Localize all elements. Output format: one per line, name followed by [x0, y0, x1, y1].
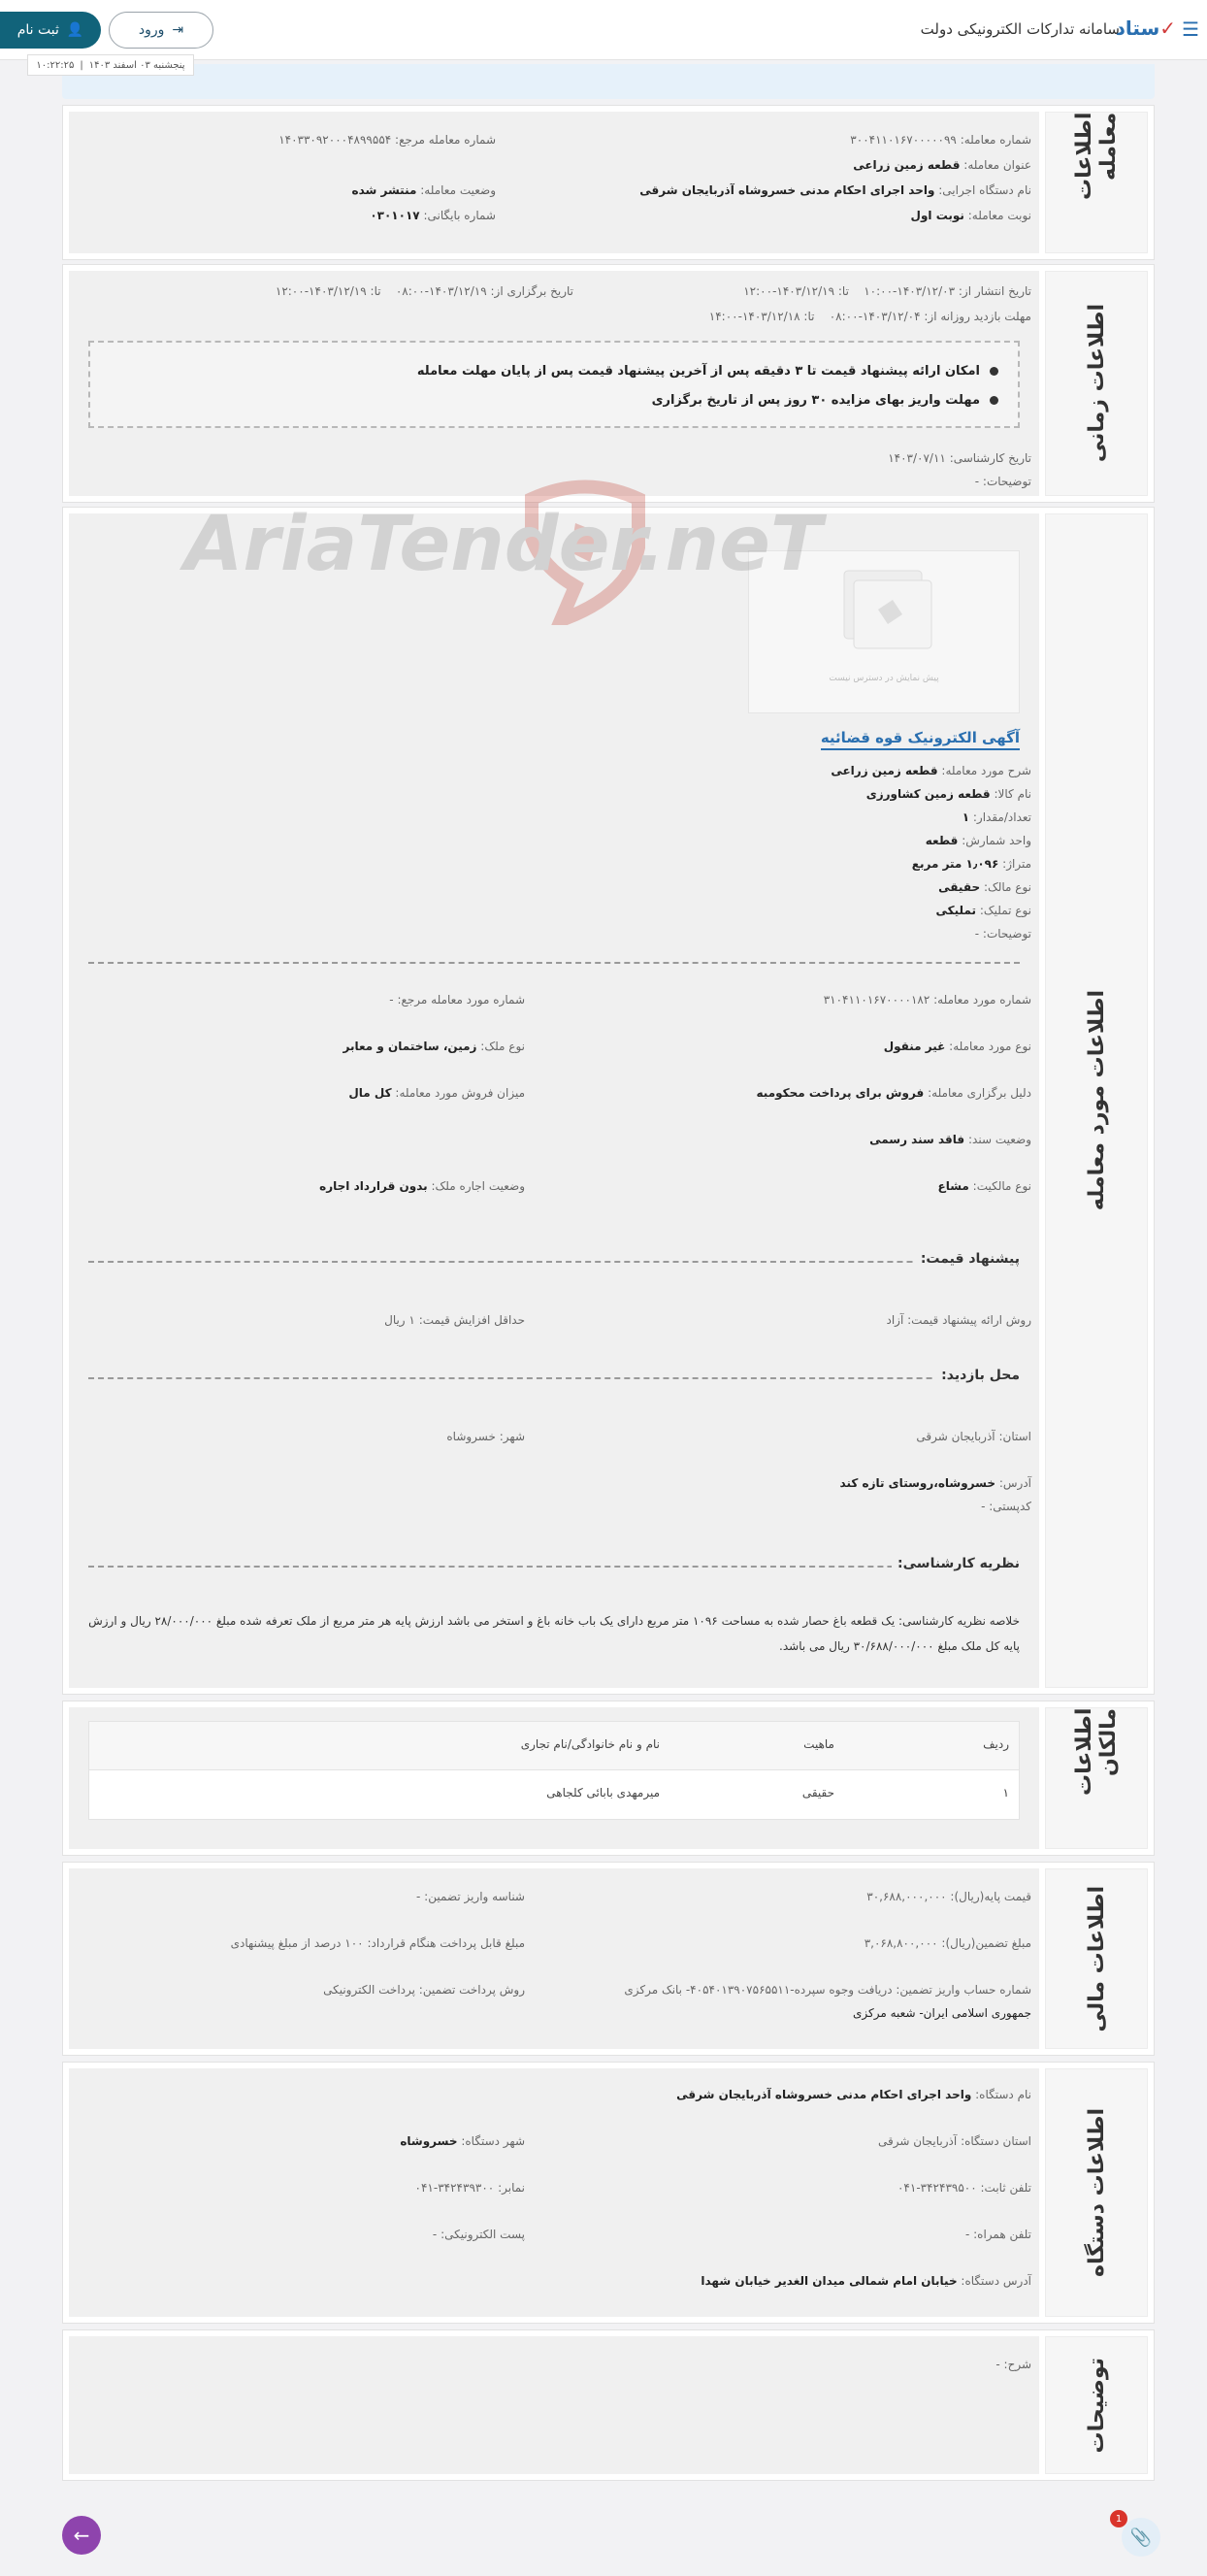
col-nature: ماهیت: [803, 1737, 834, 1751]
finance-info-section: اطلاعات مالی قیمت پایه(ریال): ۳۰,۶۸۸,۰۰۰,۰۰۰ شناسه واریز تضمین: - مبلغ تضمین(ریال): ۳,۰۶۸,۸۰۰,۰۰۰ مبلغ قابل پرداخت هنگام قرارداد: ۱۰۰ درصد از مبلغ پیشنهادی شماره حساب واریز تضمین: دریافت وجوه سپرده-۴۰۵۴۰۱۳۹۰۷۵۶۵۵۱۱- بانک مرکزی روش پرداخت تضمین: پرداخت الکترونیکی جمهوری اسلامی ایران- شعبه مرکزی: [62, 1862, 1155, 2056]
top-info-strip: [62, 64, 1155, 99]
section-title: اطلاعات مورد معامله: [1084, 990, 1109, 1211]
cell-row: ۱: [1002, 1786, 1009, 1800]
top-header: [0, 0, 1207, 60]
bullet-icon: [990, 396, 998, 405]
price-offer-heading: پیشنهاد قیمت:: [915, 1251, 1020, 1267]
current-date: پنجشنبه ۰۳ اسفند ۱۴۰۳: [88, 59, 185, 71]
expert-opinion-heading: نظریه کارشناسی:: [892, 1556, 1020, 1571]
account-branch: جمهوری اسلامی ایران- شعبه مرکزی: [853, 2006, 1031, 2020]
attachments-count-badge: 1: [1110, 2510, 1127, 2527]
owners-info-section: [62, 1701, 1155, 1856]
login-button[interactable]: ⇥ ورود: [109, 12, 213, 49]
section-title: اطلاعات زمانی: [1084, 304, 1109, 463]
cell-nature: حقیقی: [801, 1786, 834, 1800]
owners-table: [88, 1721, 1020, 1820]
ariatender-watermark: [47, 479, 823, 625]
bullet-icon: [990, 367, 998, 376]
timing-info-section: اطلاعات زمانی تاریخ انتشار از: ۱۴۰۳/۱۲/۰۳-۱۰:۰۰ تا: ۱۴۰۳/۱۲/۱۹-۱۲:۰۰ تاریخ برگزاری از: ۱۴۰۳/۱۲/۱۹-۰۸:۰۰ تا: ۱۴۰۳/۱۲/۱۹-۱۲:۰۰ مهلت بازدید روزانه از: ۱۴۰۳/۱۲/۰۴-۰۸:۰۰ تا: ۱۴۰۳/۱۲/۱۸-۱۴:۰۰ امکان ارائه پیشنهاد قیمت تا ۳ دقیقه پس از آخرین پیشنهاد قیمت پس از پایان مهلت معامله مهلت واریز بهای مزایده ۳۰ روز پس از تاریخ برگزاری تاریخ کارشناسی: ۱۴۰۳/۰۷/۱۱ توضیحات: -: [62, 264, 1155, 503]
arrow-left-icon: ←: [73, 2524, 90, 2547]
login-icon: ⇥: [172, 22, 184, 38]
no-preview-caption: پیش نمایش در دسترس نیست: [829, 674, 939, 683]
device-info-section: اطلاعات دستگاه نام دستگاه: واحد اجرای احکام مدنی خسروشاه آذربایجان شرقی استان دستگاه: آذربایجان شرقی شهر دستگاه: خسروشاه تلفن ثابت: ۳۴۲۴۳۹۵۰۰-۰۴۱ نمابر: ۳۴۲۴۳۹۳۰۰-۰۴۱ تلفن همراه: - پست الکترونیکی: - آدرس دستگاه: خیابان امام شمالی میدان الغدیر خیابان شهدا: [62, 2062, 1155, 2324]
col-row: ردیف: [983, 1737, 1009, 1751]
deal-info-section: اطلاعات معامله شماره معامله: ۳۰۰۴۱۱۰۱۶۷۰۰۰۰۰۹۹ شماره معامله مرجع: ۱۴۰۳۳۰۹۲۰۰۰۴۸۹۹۵۵۴ عنوان معامله: قطعه زمین زراعی نام دستگاه اجرایی: واحد اجرای احکام مدنی خسروشاه آذربایجان شرقی وضعیت معامله: منتشر شده نوبت معامله: نوبت اول شماره بایگانی: ۰۳۰۱۰۱۷: [62, 105, 1155, 260]
register-button[interactable]: 👤 ثبت نام: [0, 12, 101, 49]
section-title: اطلاعات معامله: [1072, 113, 1121, 201]
divider: [88, 1261, 1020, 1263]
hamburger-menu-icon[interactable]: ☰: [1182, 17, 1199, 41]
attachments-button[interactable]: [1122, 2518, 1160, 2557]
watermark-text: AriaTender.neT: [184, 501, 823, 588]
section-title: اطلاعات مالی: [1084, 1885, 1109, 2032]
cell-name: میرمهدی بابائی کلجاهی: [546, 1786, 660, 1800]
visit-location-heading: محل بازدید:: [935, 1368, 1020, 1383]
section-title: توضیحات: [1084, 2357, 1109, 2454]
divider: [88, 962, 1020, 964]
setad-logo[interactable]: ✓ستاد: [1115, 17, 1176, 40]
expert-opinion-text: خلاصه نظریه کارشناسی: یک قطعه باغ حصار شده به مساحت ۱۰۹۶ متر مربع دارای یک باب خانه باغ و استخر می باشد ارزش پایه هر متر مربع از ملک تعرفه شده مبلغ ۲۸/۰۰۰/۰۰۰ ریال و ارزش پایه کل ملک مبلغ ۳۰/۶۸۸/۰۰۰/۰۰۰ ریال می باشد.: [88, 1614, 1020, 1653]
back-button[interactable]: [62, 2516, 101, 2555]
current-time: ۱۰:۲۲:۲۵: [36, 59, 75, 71]
item-info-section: اطلاعات مورد معامله پیش نمایش در دسترس نیست آگهی الکترونیک قوه قضائیه شرح مورد معامله: قطعه زمین زراعی نام کالا: قطعه زمین کشاورزی تعداد/مقدار: ۱ واحد شمارش: قطعه متراژ: ۱٫۰۹۶ متر مربع نوع مالک: حقیقی نوع تملیک: تملیکی توضیحات: - شماره مورد معامله: ۳۱۰۴۱۱۰۱۶۷۰۰۰۰۱۸۲ شماره مورد معامله مرجع: - نوع مورد معامله: غیر منقول نوع ملک: زمین، ساختمان و معابر دلیل برگزاری معامله: فروش برای پرداخت محکومبه میزان فروش مورد معامله: کل مال وضعیت سند: فاقد سند رسمی نوع مالکیت: مشاع وضعیت اجاره ملک: بدون قرارداد اجاره پیشنهاد قیمت: روش ارائه پیشنهاد قیمت: آزاد حداقل افزایش قیمت: ۱ ریال محل بازدید: استان: آذربایجان شرقی شهر: خسروشاه آدرس: خسروشاه،روستای تازه کند کدپستی: - نظریه کارشناسی: خلاصه نظریه کارشناسی: یک قطعه باغ حصار شده به مساحت ۱۰۹۶ متر مربع دارای یک باب خانه باغ و استخر می باشد ارزش پایه هر متر مربع از ملک تعرفه شده مبلغ ۲۸/۰۰۰/۰۰۰ ریال و ارزش پایه کل ملک مبلغ ۳۰/۶۸۸/۰۰۰/۰۰۰ ریال می باشد.: [62, 507, 1155, 1695]
col-name: نام و نام خانوادگی/نام تجاری: [520, 1737, 660, 1751]
table-row: [89, 1770, 1019, 1819]
section-title: اطلاعات دستگاه: [1084, 2108, 1109, 2277]
auction-rules-notice: امکان ارائه پیشنهاد قیمت تا ۳ دقیقه پس از آخرین پیشنهاد قیمت پس از پایان مهلت معامله مهلت واریز بهای مزایده ۳۰ روز پس از تاریخ برگزاری: [88, 341, 1020, 428]
site-title: سامانه تدارکات الکترونیکی دولت: [920, 20, 1120, 38]
divider: [88, 1377, 1020, 1379]
date-time-tab: پنجشنبه ۰۳ اسفند ۱۴۰۳ | ۱۰:۲۲:۲۵: [27, 54, 194, 76]
notes-section: توضیحات شرح: -: [62, 2329, 1155, 2481]
judiciary-ad-link[interactable]: آگهی الکترونیک قوه قضائیه: [821, 729, 1020, 750]
table-header: [89, 1722, 1019, 1770]
divider: [88, 1566, 1020, 1568]
paperclip-icon: 📎: [1129, 2526, 1153, 2548]
section-title: اطلاعات مالکان: [1072, 1708, 1121, 1797]
add-user-icon: 👤: [66, 22, 84, 38]
